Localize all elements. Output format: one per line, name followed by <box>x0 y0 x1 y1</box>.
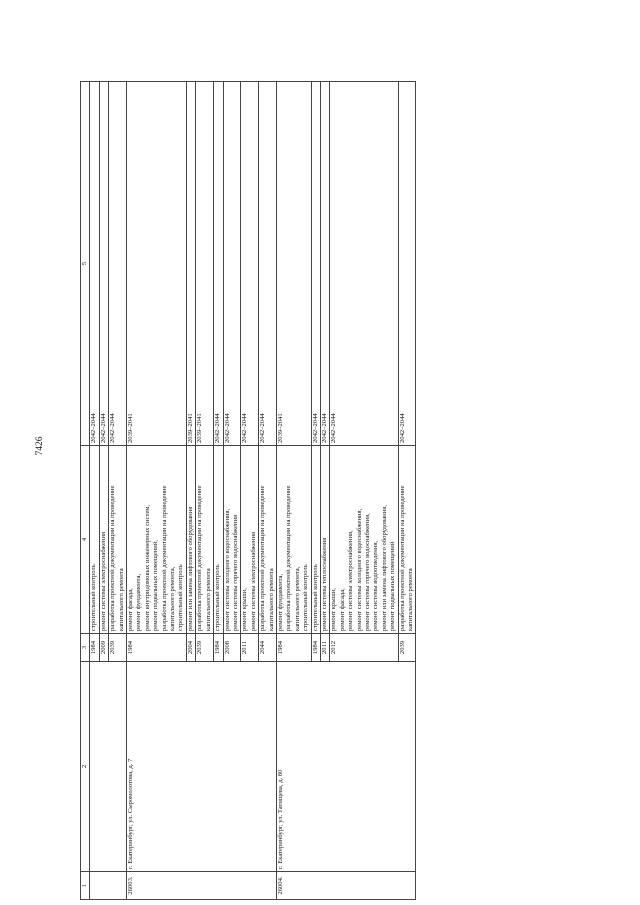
table-row <box>127 82 187 900</box>
work-type-cell: ремонт крыши, ремонт фасада, ремонт системы электроснабжения, ремонт системы холодного водоснабжения, ремонт системы горячего водоснабжения, ремонт системы водоотведения, ремонт или замена лифтового оборудования, ремонт подвальных помещений <box>330 446 398 634</box>
year-cell: 2011 <box>320 634 329 662</box>
year-cell: 1984 <box>214 634 223 662</box>
work-type-cell: ремонт системы теплоснабжения <box>320 446 329 634</box>
rotated-table-area <box>80 82 546 900</box>
year-cell: 2039 <box>398 634 416 662</box>
work-type-cell: разработка проектной документации на проведение капитального ремонта <box>259 446 277 634</box>
header-cell: 4 <box>81 446 90 634</box>
header-cell: 1 <box>81 872 90 900</box>
row-number-cell: 26004. <box>276 872 416 900</box>
year-cell: 2008 <box>223 634 241 662</box>
work-type-cell: строительный контроль <box>214 446 223 634</box>
work-type-cell: разработка проектной документации на проведение капитального ремонта <box>109 446 127 634</box>
year-cell: 2009 <box>99 634 108 662</box>
work-type-cell: разработка проектной документации на проведение капитального ремонта <box>196 446 214 634</box>
year-cell: 1984 <box>276 634 311 662</box>
period-cell: 2042–2044 <box>214 82 223 446</box>
address-cell <box>90 662 127 872</box>
table-row <box>276 82 311 900</box>
work-type-cell: строительный контроль <box>90 446 99 634</box>
year-cell: 2039 <box>196 634 214 662</box>
year-cell: 1984 <box>127 634 187 662</box>
work-type-cell: ремонт системы холодного водоснабжения, ремонт системы горячего водоснабжения <box>223 446 241 634</box>
period-cell: 2042–2044 <box>241 82 259 446</box>
page-number: 7426 <box>35 436 45 456</box>
period-cell: 2039–2041 <box>276 82 311 446</box>
row-number-cell <box>90 872 127 900</box>
work-type-cell: ремонт или замена лифтового оборудования <box>186 446 195 634</box>
period-cell: 2039–2041 <box>127 82 187 446</box>
header-cell: 5 <box>81 82 90 446</box>
work-type-cell: ремонт крыши, ремонт системы электроснабжения <box>241 446 259 634</box>
year-cell: 1984 <box>311 634 320 662</box>
period-cell: 2039–2041 <box>186 82 195 446</box>
year-cell: 1984 <box>90 634 99 662</box>
year-cell: 2039 <box>109 634 127 662</box>
work-type-cell: ремонт системы электроснабжения <box>99 446 108 634</box>
address-cell: г. Екатеринбург, ул. Татищева, д. 80 <box>276 662 416 872</box>
work-type-cell: разработка проектной документации на проведение капитального ремонта <box>398 446 416 634</box>
period-cell: 2042–2044 <box>311 82 320 446</box>
row-number-cell: 26003. <box>127 872 277 900</box>
year-cell: 2004 <box>186 634 195 662</box>
header-cell: 3 <box>81 634 90 662</box>
work-type-cell: ремонт фундамента, разработка проектной документации на проведение капитального ремонта, строительный контроль <box>276 446 311 634</box>
repair-schedule-table <box>80 81 416 900</box>
work-type-cell: строительный контроль <box>311 446 320 634</box>
period-cell: 2042–2044 <box>90 82 99 446</box>
period-cell: 2042–2044 <box>99 82 108 446</box>
table-header-row <box>81 82 90 900</box>
period-cell: 2042–2044 <box>398 82 416 446</box>
year-cell: 2044 <box>259 634 277 662</box>
address-cell: г. Екатеринбург, ул. Сыромолотова, д. 7 <box>127 662 277 872</box>
period-cell: 2039–2041 <box>196 82 214 446</box>
period-cell: 2042–2044 <box>320 82 329 446</box>
year-cell: 2012 <box>330 634 398 662</box>
period-cell: 2042–2044 <box>259 82 277 446</box>
work-type-cell: ремонт фасада, ремонт фундамента, ремонт внутридомовых инженерных систем, ремонт подвальных помещений, разработка проектной документации на проведение капитального ремонта, строительный контроль <box>127 446 187 634</box>
year-cell: 2011 <box>241 634 259 662</box>
table-row <box>90 82 99 900</box>
period-cell: 2042–2044 <box>330 82 398 446</box>
header-cell: 2 <box>81 662 90 872</box>
period-cell: 2042–2044 <box>223 82 241 446</box>
period-cell: 2042–2044 <box>109 82 127 446</box>
